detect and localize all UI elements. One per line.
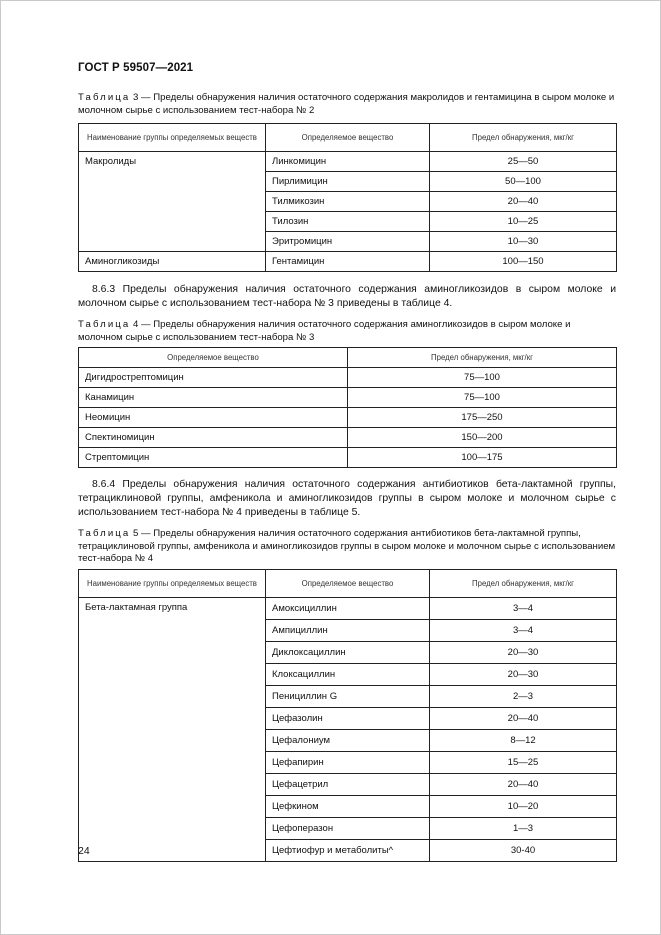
- table4-header-limit: Предел обнаружения, мкг/кг: [348, 348, 617, 368]
- document-code: ГОСТ Р 59507—2021: [78, 62, 194, 74]
- limit-cell: 2—3: [430, 686, 617, 708]
- substance-cell: Дигидрострептомицин: [79, 368, 348, 388]
- limit-cell: 1—3: [430, 818, 617, 840]
- limit-cell: 3—4: [430, 620, 617, 642]
- limit-cell: 3—4: [430, 598, 617, 620]
- limit-cell: 20—40: [430, 708, 617, 730]
- limit-cell: 100—175: [348, 448, 617, 468]
- substance-cell: Цефкином: [266, 796, 430, 818]
- substance-cell: Цефтиофур и метаболиты^: [266, 840, 430, 862]
- limit-cell: 100—150: [430, 252, 617, 272]
- limit-cell: 10—20: [430, 796, 617, 818]
- substance-cell: Цефоперазон: [266, 818, 430, 840]
- table3-header-substance: Определяемое вещество: [266, 124, 430, 152]
- table4-caption: [78, 319, 616, 344]
- table5-header-row: [79, 570, 617, 598]
- substance-cell: Канамицин: [79, 388, 348, 408]
- table5-group-cell: Бета-лактамная группа: [79, 598, 266, 862]
- table-row: [79, 598, 617, 620]
- table3-header-group: Наименование группы определяемых веществ: [79, 124, 266, 152]
- substance-cell: Линкомицин: [266, 152, 430, 172]
- table4-header-substance: Определяемое вещество: [79, 348, 348, 368]
- table-row: [79, 152, 617, 172]
- limit-cell: 15—25: [430, 752, 617, 774]
- limit-cell: 25—50: [430, 152, 617, 172]
- table3-header-row: [79, 124, 617, 152]
- table5-caption-label: Таблица: [78, 528, 131, 539]
- substance-cell: Амоксициллин: [266, 598, 430, 620]
- paragraph-8-6-4: 8.6.4 Пределы обнаружения наличия остаточного содержания антибиотиков бета-лактамной группы, тетрациклиновой группы, амфеникола и аминогликозидов группы в сыром молоке и молочном сырье с использованием тест-набора № 4 приведены в таблице 5.: [78, 479, 616, 518]
- table5-header-substance: Определяемое вещество: [266, 570, 430, 598]
- table5-caption: [78, 528, 616, 566]
- table4: [78, 347, 617, 468]
- limit-cell: 175—250: [348, 408, 617, 428]
- table5-header-group: Наименование группы определяемых веществ: [79, 570, 266, 598]
- page-number: 24: [78, 845, 90, 857]
- table4-header-row: [79, 348, 617, 368]
- substance-cell: Ампициллин: [266, 620, 430, 642]
- substance-cell: Неомицин: [79, 408, 348, 428]
- paragraph-8-6-3: 8.6.3 Пределы обнаружения наличия остаточного содержания аминогликозидов в сыром молоке и молочном сырье с использованием тест-набора № 3 приведены в таблице 4.: [78, 284, 616, 309]
- substance-cell: Цефацетрил: [266, 774, 430, 796]
- substance-cell: Пенициллин G: [266, 686, 430, 708]
- substance-cell: Цефапирин: [266, 752, 430, 774]
- substance-cell: Эритромицин: [266, 232, 430, 252]
- substance-cell: Диклоксациллин: [266, 642, 430, 664]
- table-row: [79, 368, 617, 388]
- table5-caption-text: 5 — Пределы обнаружения наличия остаточного содержания антибиотиков бета-лактамной группы, тетрациклиновой группы, амфеникола и аминогликозидов группы в сыром молоке и молочном сырье с использованием тест-набора № 4: [78, 528, 616, 564]
- substance-cell: Клоксациллин: [266, 664, 430, 686]
- table3-group-cell: Аминогликозиды: [79, 252, 266, 272]
- table4-caption-text: 4 — Пределы обнаружения наличия остаточного содержания аминогликозидов в сыром молоке и молочном сырье с использованием тест-набора № 3: [78, 319, 571, 343]
- table3: [78, 123, 617, 272]
- limit-cell: 10—25: [430, 212, 617, 232]
- substance-cell: Цефалониум: [266, 730, 430, 752]
- substance-cell: Гентамицин: [266, 252, 430, 272]
- limit-cell: 20—30: [430, 642, 617, 664]
- limit-cell: 20—30: [430, 664, 617, 686]
- limit-cell: 20—40: [430, 774, 617, 796]
- table3-header-limit: Предел обнаружения, мкг/кг: [430, 124, 617, 152]
- limit-cell: 150—200: [348, 428, 617, 448]
- table-row: [79, 388, 617, 408]
- limit-cell: 10—30: [430, 232, 617, 252]
- table3-caption: [78, 92, 616, 117]
- table4-caption-label: Таблица: [78, 319, 131, 330]
- table5-header-limit: Предел обнаружения, мкг/кг: [430, 570, 617, 598]
- limit-cell: 75—100: [348, 388, 617, 408]
- table-row: [79, 448, 617, 468]
- substance-cell: Тилмикозин: [266, 192, 430, 212]
- substance-cell: Стрептомицин: [79, 448, 348, 468]
- limit-cell: 8—12: [430, 730, 617, 752]
- table3-group-cell: Макролиды: [79, 152, 266, 252]
- table5: [78, 569, 617, 862]
- substance-cell: Тилозин: [266, 212, 430, 232]
- substance-cell: Спектиномицин: [79, 428, 348, 448]
- table-row: [79, 252, 617, 272]
- table3-caption-label: Таблица: [78, 92, 131, 103]
- substance-cell: Цефазолин: [266, 708, 430, 730]
- table-row: [79, 408, 617, 428]
- limit-cell: 50—100: [430, 172, 617, 192]
- table-row: [79, 428, 617, 448]
- limit-cell: 75—100: [348, 368, 617, 388]
- limit-cell: 30-40: [430, 840, 617, 862]
- limit-cell: 20—40: [430, 192, 617, 212]
- substance-cell: Пирлимицин: [266, 172, 430, 192]
- table3-caption-text: 3 — Пределы обнаружения наличия остаточного содержания макролидов и гентамицина в сыром молоке и молочном сырье с использованием тест-набора № 2: [78, 92, 615, 116]
